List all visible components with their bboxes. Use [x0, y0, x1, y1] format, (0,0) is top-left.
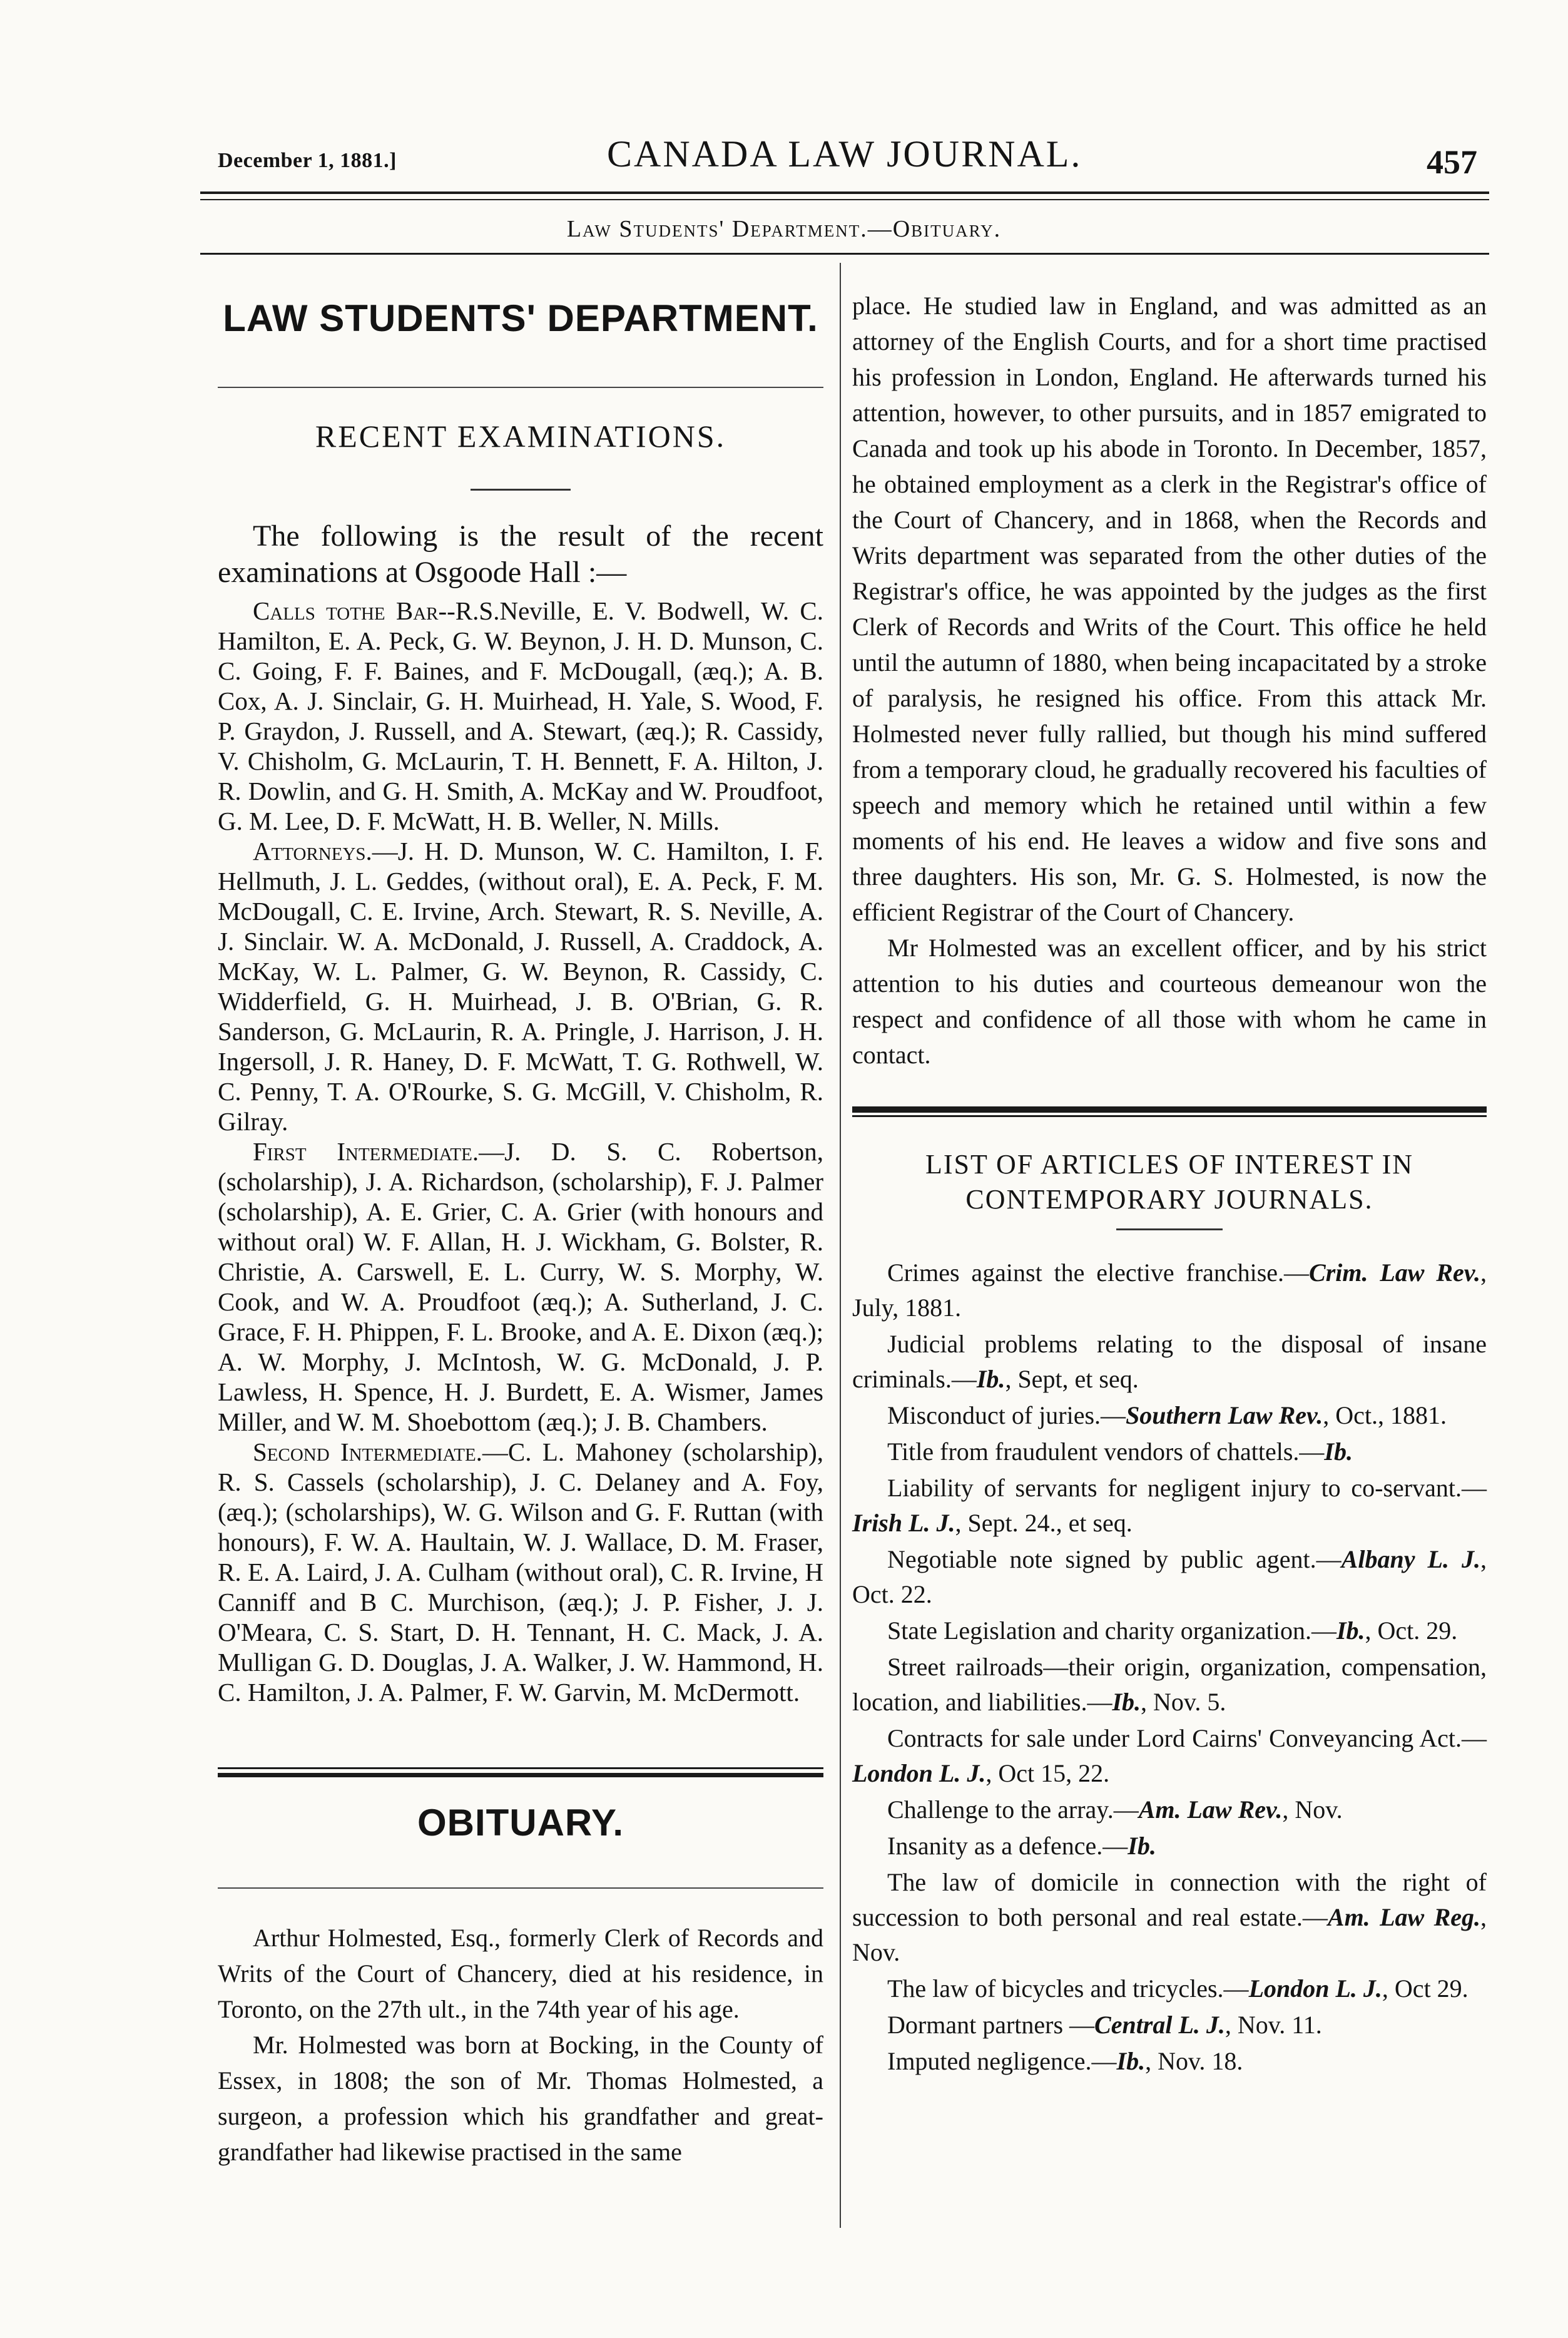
- article-date: , Oct., 1881.: [1323, 1401, 1447, 1429]
- article-date: , Nov. 5.: [1141, 1688, 1226, 1716]
- article-title: Insanity as a defence.—: [887, 1832, 1128, 1860]
- left-column: [218, 263, 823, 2170]
- article-date: , Oct 29.: [1382, 1974, 1469, 2003]
- article-title: Misconduct of juries.—: [887, 1401, 1126, 1429]
- article-item: [852, 1434, 1487, 1469]
- second-intermediate-label: Second Intermediate: [253, 1437, 476, 1466]
- article-item: [852, 1792, 1487, 1827]
- obituary-paragraph-1: Arthur Holmested, Esq., formerly Clerk of Records and Writs of the Court of Chancery, died at his residence, in Toronto, on the 27th ult., in the 74th year of his age.: [218, 1924, 823, 2023]
- first-intermediate-text: .—J. D. S. C. Robertson, (scholarship), J. A. Richardson, (scholarship), F. J. Palmer (scholarship), A. E. Grier, C. A. Grier (with honours and without oral) W. F. Allan, H. J. Wickham, G. Bolster, R. Christie, A. Carswell, E. L. Curry, W. S. Morphy, W. Cook, and W. A. Proudfoot (æq.); A. Sutherland, J. C. Grace, F. H. Phippen, F. L. Brooke, and A. E. Dixon (æq.); A. W. Morphy, J. McIntosh, W. G. McDonald, J. P. Lawless, H. Spence, H. J. Burdett, E. A. Wismer, James Miller, and W. M. Shoebottom (æq.); J. B. Chambers.: [218, 1137, 823, 1436]
- page-number: 457: [1427, 143, 1477, 181]
- article-title: Street railroads—their origin, organization, compensation, location, and liabilities.—: [852, 1653, 1487, 1716]
- article-source: Ib.: [1128, 1832, 1156, 1860]
- calls-text: --R.S.Neville, E. V. Bodwell, W. C. Hamilton, E. A. Peck, G. W. Beynon, J. H. D. Munson, C. C. Going, F. F. Baines, and F. McDougall, (æq.); A. B. Cox, A. J. Sinclair, G. H. Muirhead, H. Yale, S. Wood, F. P. Graydon, J. Russell, and A. Stewart, (æq.); R. Cassidy, V. Chisholm, G. McLaurin, T. H. Bennett, F. A. Hilton, J. R. Dowlin, and G. H. Smith, A. McKay and W. Proudfoot, G. M. Lee, D. F. McWatt, H. B. Weller, N. Mills.: [218, 596, 823, 835]
- article-title: Contracts for sale under Lord Cairns' Conveyancing Act.—: [887, 1724, 1487, 1752]
- obituary-paragraph-3: place. He studied law in England, and was admitted as an attorney of the English Courts, and for a short time practised his profession in London, England. He afterwards turned his attention, however, to other pursuits, and in 1857 emigrated to Canada and took up his abode in Toronto. In December, 1857, he obtained employment as a clerk in the Registrar's office of the Court of Chancery, and in 1868, when the Records and Writs department was separated from the other duties of the Registrar's office, he was appointed by the judges as the first Clerk of Records and Writs of the Court. This office he held until the autumn of 1880, when being incapacitated by a stroke of paralysis, he resigned his office. From this attack Mr. Holmested never fully rallied, but though his mind suffered from a temporary cloud, he gradually recovered his faculties of speech and memory which he retained until within a few moments of his end. He leaves a widow and five sons and three daughters. His son, Mr. G. S. Holmested, is now the efficient Registrar of the Court of Chancery.: [852, 292, 1487, 926]
- header-rule-top: [200, 191, 1489, 194]
- article-date: , Nov. 11.: [1224, 2011, 1322, 2039]
- article-title: Title from fraudulent vendors of chattels.—: [887, 1437, 1325, 1466]
- first-intermediate-label: First Intermediate: [253, 1137, 472, 1166]
- article-title: Dormant partners —: [887, 2011, 1095, 2039]
- running-head-rule: [200, 253, 1489, 255]
- article-date: , Nov. 18.: [1145, 2047, 1243, 2075]
- article-date: , Oct. 29.: [1365, 1616, 1458, 1645]
- article-source: Ib.: [976, 1365, 1005, 1393]
- section-rule: [218, 387, 823, 388]
- article-date: , July, 1881.: [852, 1258, 1487, 1322]
- article-date: , Sept, et seq.: [1005, 1365, 1139, 1393]
- article-item: [852, 1829, 1487, 1864]
- article-title: Challenge to the array.—: [887, 1795, 1139, 1824]
- article-date: , Sept. 24., et seq.: [955, 1509, 1133, 1537]
- spacer: [218, 1777, 823, 1802]
- obituary-title: OBITUARY.: [417, 1802, 624, 1844]
- article-item: [852, 1971, 1487, 2006]
- column-divider: [840, 263, 841, 2228]
- obituary-continued: [852, 288, 1487, 1073]
- right-column: [852, 263, 1487, 2080]
- article-item: [852, 1471, 1487, 1541]
- article-source: Ib.: [1336, 1616, 1365, 1645]
- attorneys: [218, 836, 823, 1136]
- article-item: [852, 1865, 1487, 1970]
- article-source: Am. Law Reg.: [1327, 1903, 1481, 1931]
- article-date: , Oct. 22.: [852, 1545, 1487, 1608]
- obituary-rule: [218, 1887, 823, 1889]
- journal-title: CANADA LAW JOURNAL.: [607, 133, 1082, 175]
- article-item: [852, 1327, 1487, 1397]
- article-title: Liability of servants for negligent injury to co-servant.—: [887, 1474, 1487, 1502]
- exam-results: [218, 596, 823, 1707]
- header-date: December 1, 1881.]: [218, 149, 397, 172]
- obituary-paragraph-4: Mr Holmested was an excellent officer, and by his strict attention to his duties and courteous demeanour won the respect and confidence of all those with whom he came in contact.: [852, 934, 1487, 1069]
- article-title: The law of bicycles and tricycles.—: [887, 1974, 1249, 2003]
- obituary-paragraph-2: Mr. Holmested was born at Bocking, in the County of Essex, in 1808; the son of Mr. Thomas Holmested, a surgeon, a profession which his grandfather and great-grandfather had likewise practised in the same: [218, 2031, 823, 2166]
- article-item: [852, 1613, 1487, 1648]
- calls-to-bar: [218, 596, 823, 836]
- article-item: [852, 2008, 1487, 2043]
- articles-title-rule: [1116, 1228, 1223, 1230]
- article-source: Am. Law Rev.: [1138, 1795, 1283, 1824]
- article-title: Judicial problems relating to the disposal of insane criminals.—: [852, 1330, 1487, 1393]
- article-title: Imputed negligence.—: [887, 2047, 1117, 2075]
- article-date: , Oct 15, 22.: [985, 1759, 1110, 1787]
- articles-separator: [852, 1106, 1487, 1117]
- article-title: The law of domicile in connection with the right of succession to both personal and real estate.—: [852, 1868, 1487, 1931]
- article-item: [852, 1721, 1487, 1791]
- calls-label: Calls tothe Bar: [253, 596, 439, 625]
- subsection-title: RECENT EXAMINATIONS.: [315, 419, 726, 454]
- attorneys-text: .—J. H. D. Munson, W. C. Hamilton, I. F. Hellmuth, J. L. Geddes, (without oral), E. A. Peck, F. M. McDougall, C. E. Irvine, Arch. Stewart, R. S. Neville, A. J. Sinclair. W. A. McDonald, J. Russell, A. Craddock, A. McKay, W. L. Palmer, G. W. Beynon, R. Cassidy, C. Widderfield, G. H. Muirhead, J. B. O'Brian, G. R. Sanderson, G. McLaurin, R. A. Pringle, J. Harrison, J. H. Ingersoll, J. R. Haney, D. F. McWatt, T. G. Rothwell, W. C. Penny, T. A. O'Rourke, S. G. McGill, V. Chisholm, R. Gilray.: [218, 837, 823, 1136]
- article-title: Crimes against the elective franchise.—: [887, 1258, 1310, 1287]
- article-item: [852, 1650, 1487, 1720]
- article-date: , Nov.: [1282, 1795, 1343, 1824]
- article-source: Ib.: [1116, 2047, 1146, 2075]
- article-source: Crim. Law Rev.: [1309, 1258, 1481, 1287]
- articles-list-title: LIST OF ARTICLES OF INTEREST IN CONTEMPORARY JOURNALS.: [925, 1149, 1414, 1215]
- article-source: Albany L. J.: [1341, 1545, 1481, 1573]
- article-source: Southern Law Rev.: [1126, 1401, 1323, 1429]
- attorneys-label: Attorneys: [253, 837, 366, 865]
- article-source: London L. J.: [1248, 1974, 1382, 2003]
- first-intermediate: [218, 1136, 823, 1437]
- header-rule-bottom: [200, 199, 1489, 200]
- article-title: Negotiable note signed by public agent.—: [887, 1545, 1341, 1573]
- articles-list: [852, 1255, 1487, 2079]
- second-intermediate: [218, 1437, 823, 1707]
- obituary-separator: [218, 1767, 823, 1777]
- article-source: London L. J.: [852, 1759, 986, 1787]
- intro-paragraph: The following is the result of the recent examinations at Osgoode Hall :—: [218, 519, 823, 589]
- article-source: Central L. J.: [1094, 2011, 1225, 2039]
- article-item: [852, 1255, 1487, 1325]
- article-item: [852, 1542, 1487, 1612]
- running-head: Law Students' Department.—Obituary.: [566, 216, 1002, 242]
- article-source: Ib.: [1324, 1437, 1353, 1466]
- article-source: Irish L. J.: [852, 1509, 955, 1537]
- second-intermediate-text: .—C. L. Mahoney (scholarship), R. S. Cassels (scholarship), J. C. Delaney and A. Foy, (æq.); (scholarships), W. G. Wilson and G. F. Ruttan (with honours), F. W. A. Haultain, W. J. Wallace, D. M. Fraser, R. E. A. Laird, J. A. Culham (without oral), C. R. Irvine, H Canniff and B C. Murchison, (æq.); J. P. Fisher, J. J. O'Meara, C. S. Start, D. H. Tennant, H. C. Mack, J. A. Mulligan G. D. Douglas, J. A. Walker, J. W. Hammond, H. C. Hamilton, J. A. Palmer, F. W. Garvin, M. McDermott.: [218, 1437, 823, 1707]
- article-item: [852, 2044, 1487, 2079]
- article-source: Ib.: [1112, 1688, 1141, 1716]
- article-item: [852, 1398, 1487, 1433]
- article-date: , Nov.: [852, 1903, 1487, 1966]
- section-title: LAW STUDENTS' DEPARTMENT.: [223, 297, 818, 339]
- obituary-body: [218, 1920, 823, 2170]
- subsection-rule: [471, 489, 571, 491]
- article-title: State Legislation and charity organization.—: [887, 1616, 1336, 1645]
